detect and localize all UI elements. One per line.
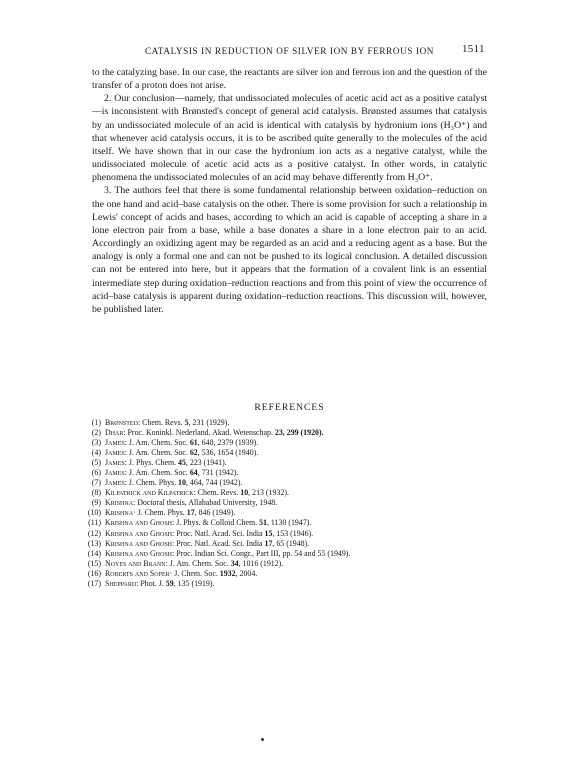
reference-item xyxy=(84,418,494,428)
reference-volume: 10 xyxy=(240,488,249,498)
reference-separator: · xyxy=(133,508,138,518)
reference-volume: 61 xyxy=(189,438,198,448)
body-text xyxy=(92,66,487,316)
reference-source: J. Chem. Soc. xyxy=(174,568,220,578)
reference-separator: : xyxy=(165,558,170,568)
paragraph-continued: to the catalyzing base. In our case, the reactants are silver ion and ferrous ion and the question of the transfer of a proton does not arise. xyxy=(92,67,487,92)
reference-volume: 15 xyxy=(264,528,273,538)
reference-authors: Krishna xyxy=(105,508,134,518)
reference-source: J. Phys. & Colloid Chem. xyxy=(176,518,260,528)
paragraph-conclusion-3: 3. The authors feel that there is some fundamental relationship between oxidation–reduction on the one hand and acid–base catalysis on the other. There is some provision for such a relationship in Lewis' concept of acids and bases, according to which an acid is capable of accepting a share in a lone electron pair from a base, while a base donates a share in a lone electron pair to an acid. Accordingly an oxidizing agent may be regarded as an acid and a reducing agent as a base. But the analogy is only a formal one and can not be pushed to its logical conclusion. A detailed discussion can not be entered into here, but it appears that the formation of a covalent link is an essential intermediate step during oxidation–reduction reactions and from this point of view the occurrence of acid–base catalysis is apparent during oxidation–reduction reactions. This discussion will, however, be published later. xyxy=(92,185,487,315)
reference-separator: : xyxy=(193,488,198,498)
reference-volume: 17 xyxy=(186,508,195,518)
reference-number: (17) xyxy=(87,578,101,588)
reference-source: J. Am. Chem. Soc. xyxy=(128,468,190,478)
reference-separator: : xyxy=(172,528,177,538)
reference-item xyxy=(84,458,494,468)
reference-item xyxy=(84,438,494,448)
reference-separator: : xyxy=(172,538,177,548)
reference-separator: : xyxy=(124,468,129,478)
reference-number: (5) xyxy=(91,458,101,468)
reference-number: (15) xyxy=(87,558,101,568)
reference-authors: James xyxy=(105,438,125,448)
reference-separator: : xyxy=(124,438,129,448)
reference-volume: 51 xyxy=(259,518,267,528)
reference-item xyxy=(84,559,494,569)
reference-authors: James xyxy=(105,478,125,488)
reference-separator: : xyxy=(172,518,177,528)
reference-item xyxy=(84,498,494,508)
reference-source: Chem. Revs. xyxy=(142,418,185,427)
reference-pages: , 464, 744 (1942). xyxy=(185,478,243,488)
reference-volume: 5 xyxy=(184,418,189,427)
reference-number: (4) xyxy=(91,448,101,458)
reference-pages: , 299 (1920). xyxy=(282,428,324,438)
reference-item xyxy=(84,448,494,458)
reference-number: (7) xyxy=(91,478,101,488)
reference-item xyxy=(84,569,494,579)
reference-pages: , 213 (1932). xyxy=(248,488,289,498)
reference-number: (12) xyxy=(87,528,101,538)
reference-source: Doctoral thesis, Allahabad University, 1948. xyxy=(137,498,278,508)
reference-item xyxy=(84,428,494,438)
reference-separator: : xyxy=(123,428,128,438)
reference-source: J. Am. Chem. Soc. xyxy=(128,438,190,448)
reference-source: Proc. Natl. Acad. Sci. India xyxy=(176,538,265,548)
reference-number: (16) xyxy=(87,568,101,578)
references-list xyxy=(84,418,494,589)
reference-number: (8) xyxy=(91,488,101,498)
reference-authors: James xyxy=(105,458,125,468)
reference-item xyxy=(84,488,494,498)
reference-pages: , 731 (1942). xyxy=(197,468,239,478)
reference-item xyxy=(84,549,494,559)
reference-item xyxy=(84,508,494,518)
reference-item xyxy=(84,579,494,589)
reference-item xyxy=(84,478,494,488)
reference-volume: 64 xyxy=(189,468,198,478)
references-heading: REFERENCES xyxy=(254,402,325,413)
reference-authors: Krishna and Ghosh xyxy=(105,538,173,548)
reference-item xyxy=(84,529,494,539)
reference-volume: 1932 xyxy=(219,568,236,578)
reference-source: Chem. Revs. xyxy=(197,488,241,498)
reference-authors: Krishna and Ghosh xyxy=(105,528,173,538)
reference-separator: · xyxy=(169,568,175,578)
reference-number: (13) xyxy=(87,538,101,548)
reference-source: J. Phys. Chem. xyxy=(128,458,179,468)
reference-authors: Krishna xyxy=(105,498,134,508)
reference-number: (14) xyxy=(87,548,101,558)
reference-volume: 23 xyxy=(274,428,283,438)
reference-authors: Sheppard xyxy=(105,578,137,588)
reference-number: (9) xyxy=(91,498,101,508)
reference-number: (11) xyxy=(88,518,101,528)
reference-item xyxy=(84,518,494,528)
running-head: CATALYSIS IN REDUCTION OF SILVER ION BY FERROUS ION xyxy=(144,46,435,56)
reference-authors: Kilpatrick and Kilpatrick xyxy=(105,488,194,498)
reference-pages: , 65 (1948). xyxy=(272,538,310,548)
reference-volume: 59 xyxy=(165,578,174,588)
reference-authors: Dhar xyxy=(105,428,124,438)
reference-item xyxy=(84,539,494,549)
footer-dot xyxy=(261,738,264,741)
reference-source: J. Chem. Phys. xyxy=(128,478,179,488)
reference-source: J. Am. Chem. Soc. xyxy=(128,448,190,458)
reference-authors: Krishna and Ghosh xyxy=(105,518,173,528)
reference-source: J. Am. Chem. Soc. xyxy=(169,558,231,568)
reference-authors: Brønsted xyxy=(105,418,138,427)
reference-number: (10) xyxy=(87,508,101,518)
reference-source: Proc. Natl. Acad. Sci. India xyxy=(176,528,265,538)
reference-volume: 34 xyxy=(230,558,239,568)
page-number: 1511 xyxy=(462,43,485,55)
reference-authors: Krishna and Ghosh xyxy=(105,548,173,558)
reference-pages: , 1016 (1912). xyxy=(238,558,284,568)
reference-authors: Noyes and Brann xyxy=(105,558,166,568)
reference-pages: , 223 (1941). xyxy=(185,458,227,468)
reference-source: Phot. J. xyxy=(140,578,166,588)
reference-pages: , 153 (1946). xyxy=(272,528,314,538)
reference-source: J. Chem. Phys. xyxy=(137,508,187,518)
reference-pages: , 536, 1654 (1940). xyxy=(197,448,259,458)
paragraph-conclusion-2: 2. Our conclusion—namely, that undissociated molecules of acetic acid act as a positive catalyst—is inconsistent with Brønsted's concept of general acid catalysis. Brønsted assumes that catalysis by an undissociated molecule of an acid is identical with catalysis by hydronium ions (H₃O⁺) and that whenever acid catalysis occurs, it is to be ascribed quite generally to the molecules of the acid itself. We have shown that in our case the hydronium ion acts as a negative catalyst, while the undissociated molecule of acetic acid acts as a positive catalyst. In other words, in catalytic phenomena the undissociated molecules of an acid may behave differently from H₃O⁺. xyxy=(92,93,487,184)
reference-authors: James xyxy=(105,448,125,458)
reference-pages: , 1130 (1947). xyxy=(266,518,312,528)
reference-separator: : xyxy=(136,578,141,588)
reference-separator: : xyxy=(124,458,129,468)
reference-authors: James xyxy=(105,468,125,478)
reference-pages: , 2004. xyxy=(235,568,258,578)
reference-pages: , 846 (1949). xyxy=(194,508,236,518)
reference-separator: : xyxy=(124,478,129,488)
reference-authors: Roberts and Soper xyxy=(105,568,170,578)
reference-volume: 17 xyxy=(264,538,273,548)
reference-pages: , 648, 2379 (1939). xyxy=(197,438,259,448)
reference-source: Proc. Indian Sci. Congr., Part III, pp. 54 and 55 (1949). xyxy=(176,548,351,558)
reference-source: Proc. Koninkl. Nederland. Akad. Wetenschap. xyxy=(127,428,275,438)
reference-volume: 45 xyxy=(178,458,186,468)
reference-separator: : xyxy=(137,418,143,427)
reference-number: (6) xyxy=(91,468,101,478)
reference-separator: : xyxy=(172,548,177,558)
reference-number: (3) xyxy=(91,438,101,448)
reference-number: (1) xyxy=(91,418,101,427)
reference-item xyxy=(84,468,494,478)
reference-number: (2) xyxy=(91,428,101,438)
reference-volume: 62 xyxy=(189,448,198,458)
reference-pages: , 135 (1919). xyxy=(173,578,215,588)
reference-separator: : xyxy=(124,448,129,458)
reference-volume: 10 xyxy=(178,478,186,488)
reference-separator: : xyxy=(133,498,138,508)
reference-pages: , 231 (1929). xyxy=(188,418,230,427)
